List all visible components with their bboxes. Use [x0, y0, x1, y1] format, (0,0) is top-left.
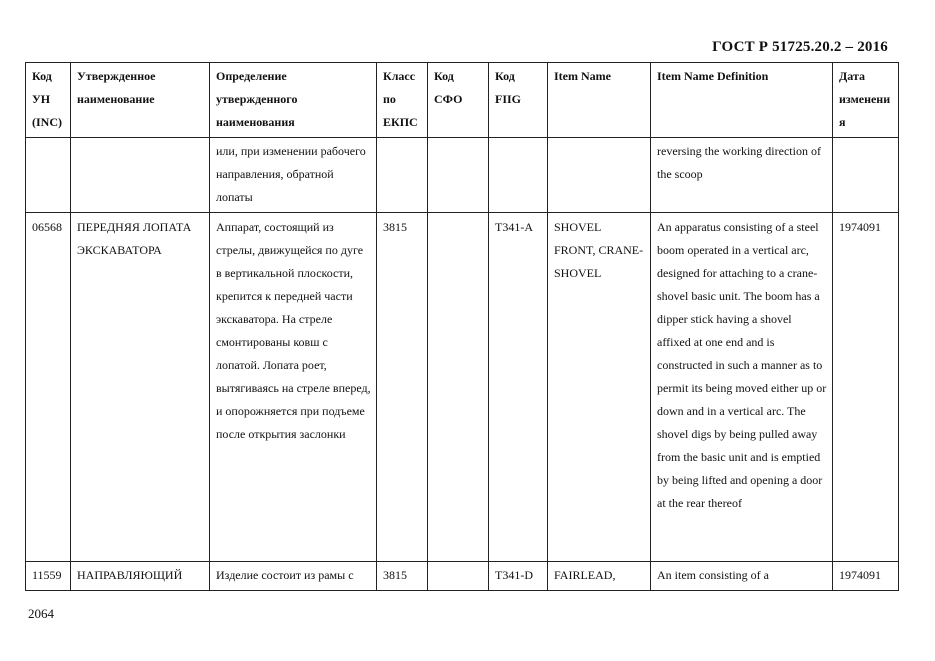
column-header-inc: Код УН (INC)	[26, 63, 71, 138]
column-header-definition: Определение утвержденного наименования	[210, 63, 377, 138]
cell-fiig: T341-D	[489, 562, 548, 591]
classification-table	[25, 62, 899, 591]
cell-definition-ru: Изделие состоит из рамы с	[210, 562, 377, 591]
cell-name-ru: НАПРАВЛЯЮЩИЙ	[71, 562, 210, 591]
table-row	[26, 213, 899, 562]
cell-item-name: FAIRLEAD,	[548, 562, 651, 591]
column-header-change-date: Дата изменения	[833, 63, 899, 138]
cell-item-name: SHOVEL FRONT, CRANE-SHOVEL	[548, 213, 651, 562]
document-standard-number: ГОСТ Р 51725.20.2 – 2016	[712, 39, 888, 55]
page-number: 2064	[28, 606, 54, 621]
table-row	[26, 138, 899, 213]
cell-item-definition: An item consisting of a	[651, 562, 833, 591]
column-header-fiig-code: Код FIIG	[489, 63, 548, 138]
cell-name-ru	[71, 138, 210, 213]
cell-definition-ru: Аппарат, состоящий из стрелы, движущейся по дуге в вертикальной плоскости, крепится к передней части экскаватора. На стреле смонтированы ковш с лопатой. Лопата роет, вытягиваясь на стреле вперед, и опорожняется при подъеме после открытия заслонки	[210, 213, 377, 562]
cell-item-name	[548, 138, 651, 213]
table-header-row	[26, 63, 899, 138]
table-row	[26, 562, 899, 591]
column-header-approved-name: Утвержденное наименование	[71, 63, 210, 138]
cell-ekps: 3815	[377, 213, 428, 562]
cell-definition-ru: или, при изменении рабочего направления, обратной лопаты	[210, 138, 377, 213]
cell-fiig	[489, 138, 548, 213]
cell-date	[833, 138, 899, 213]
cell-date: 1974091	[833, 562, 899, 591]
cell-inc	[26, 138, 71, 213]
cell-inc: 06568	[26, 213, 71, 562]
cell-ekps	[377, 138, 428, 213]
cell-inc: 11559	[26, 562, 71, 591]
cell-sfo	[428, 213, 489, 562]
cell-fiig: T341-A	[489, 213, 548, 562]
cell-sfo	[428, 138, 489, 213]
cell-sfo	[428, 562, 489, 591]
cell-date: 1974091	[833, 213, 899, 562]
cell-item-definition: An apparatus consisting of a steel boom operated in a vertical arc, designed for attaching to a crane-shovel basic unit. The boom has a dipper stick having a shovel affixed at one end and is constructed in such a manner as to permit its being moved either up or down and in a vertical arc. The shovel digs by being pulled away from the basic unit and is emptied by being lifted and opening a door at the rear thereof	[651, 213, 833, 562]
cell-name-ru: ПЕРЕДНЯЯ ЛОПАТА ЭКСКАВАТОРА	[71, 213, 210, 562]
column-header-ekps-class: Класс по ЕКПС	[377, 63, 428, 138]
cell-item-definition: reversing the working direction of the scoop	[651, 138, 833, 213]
cell-ekps: 3815	[377, 562, 428, 591]
column-header-item-name: Item Name	[548, 63, 651, 138]
column-header-sfo-code: Код СФО	[428, 63, 489, 138]
column-header-item-name-definition: Item Name Definition	[651, 63, 833, 138]
